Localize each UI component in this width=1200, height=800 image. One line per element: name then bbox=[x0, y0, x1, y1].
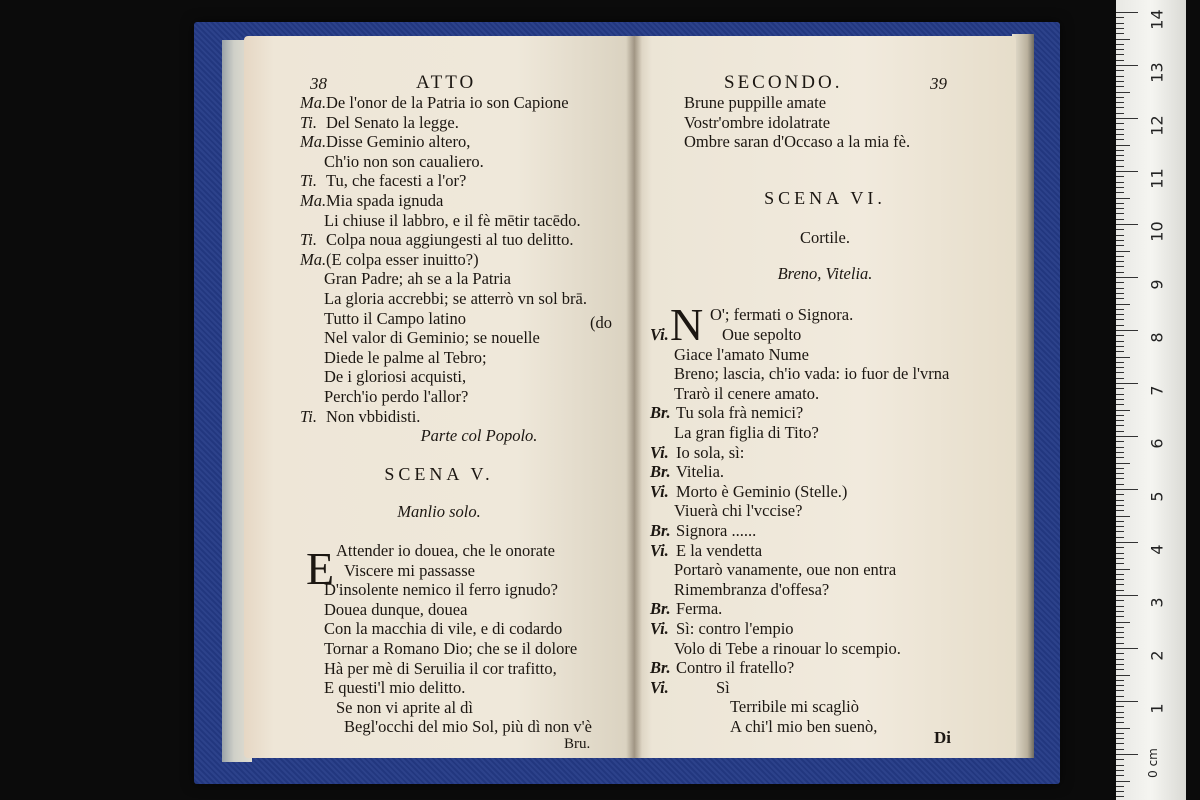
ruler-tick bbox=[1116, 325, 1124, 326]
ruler-tick bbox=[1116, 182, 1124, 183]
speaker-label: Vi. bbox=[650, 325, 669, 344]
ruler-tick bbox=[1116, 44, 1124, 45]
ruler-tick bbox=[1116, 288, 1124, 289]
ruler-tick bbox=[1116, 611, 1124, 612]
ruler-tick bbox=[1116, 86, 1124, 87]
ruler-tick bbox=[1116, 595, 1138, 596]
verse-line: Tu sola frà nemici? bbox=[676, 403, 804, 423]
ruler-tick bbox=[1116, 648, 1138, 649]
ruler-number: 1 bbox=[1147, 703, 1167, 714]
ruler-tick bbox=[1116, 712, 1124, 713]
ruler-tick bbox=[1116, 23, 1124, 24]
ruler-tick bbox=[1116, 685, 1124, 686]
scene-setting: Cortile. bbox=[800, 228, 850, 247]
ruler-tick bbox=[1116, 563, 1124, 564]
verse-line: Colpa noua aggiungesti al tuo delitto. bbox=[326, 230, 574, 250]
ruler-tick bbox=[1116, 733, 1124, 734]
ruler-tick bbox=[1116, 123, 1124, 124]
ruler-tick bbox=[1116, 28, 1124, 29]
ruler-number: 13 bbox=[1147, 62, 1167, 83]
verse-line: Vostr'ombre idolatrate bbox=[684, 112, 831, 132]
verse-line: A chi'l mio ben suenò, bbox=[730, 717, 878, 736]
ruler-tick bbox=[1116, 155, 1124, 156]
verse-line: Tutto il Campo latino bbox=[324, 308, 466, 328]
ruler-tick bbox=[1116, 219, 1124, 220]
verse-line: Rimembranza d'offesa? bbox=[674, 579, 830, 599]
ruler-tick bbox=[1116, 129, 1124, 130]
scene-characters: Manlio solo. bbox=[397, 502, 481, 521]
ruler-number: 2 bbox=[1147, 650, 1167, 661]
verse-line: Disse Geminio altero, bbox=[326, 132, 471, 152]
ruler-tick bbox=[1116, 150, 1124, 151]
ruler-tick bbox=[1116, 92, 1130, 93]
ruler-tick bbox=[1116, 208, 1124, 209]
verse-line: Attender io douea, che le onorate bbox=[336, 541, 555, 560]
verse-line: Viscere mi passasse bbox=[344, 560, 475, 580]
ruler-tick bbox=[1116, 420, 1124, 421]
ruler-number: 9 bbox=[1147, 279, 1167, 290]
ruler-tick bbox=[1116, 277, 1138, 278]
ruler-tick bbox=[1116, 139, 1124, 140]
verse-line: Sì: contro l'empio bbox=[676, 619, 794, 638]
ruler-tick bbox=[1116, 484, 1124, 485]
verse-line: Mia spada ignuda bbox=[326, 191, 444, 210]
ruler-tick bbox=[1116, 791, 1124, 792]
ruler-tick bbox=[1116, 102, 1124, 103]
ruler-tick bbox=[1116, 521, 1124, 522]
ruler-tick bbox=[1116, 770, 1124, 771]
verse-line: Gran Padre; ah se a la Patria bbox=[324, 269, 511, 289]
verse-line: Douea dunque, douea bbox=[324, 599, 468, 619]
speaker-label: Ti. bbox=[300, 406, 317, 426]
catchword: Di bbox=[934, 728, 951, 747]
page-number: 38 bbox=[310, 74, 327, 93]
ruler-tick bbox=[1116, 590, 1124, 591]
ruler-number: 4 bbox=[1147, 544, 1167, 555]
drop-cap: E bbox=[306, 543, 335, 594]
verse-line: E la vendetta bbox=[676, 540, 763, 560]
ruler-tick bbox=[1116, 600, 1124, 601]
ruler-tick bbox=[1116, 235, 1124, 236]
ruler-tick bbox=[1116, 463, 1130, 464]
ruler-tick bbox=[1116, 659, 1124, 660]
scene-title: SCENA VI. bbox=[764, 188, 886, 208]
ruler-tick bbox=[1116, 304, 1130, 305]
ruler-tick bbox=[1116, 584, 1124, 585]
ruler-tick bbox=[1116, 410, 1130, 411]
ruler-tick bbox=[1116, 728, 1130, 729]
verse-line: Vitelia. bbox=[676, 462, 725, 482]
running-head: SECONDO. bbox=[724, 72, 843, 93]
ruler-tick bbox=[1116, 574, 1124, 575]
ruler-tick bbox=[1116, 606, 1124, 607]
ruler-tick bbox=[1116, 478, 1124, 479]
ruler-tick bbox=[1116, 669, 1124, 670]
ruler-tick bbox=[1116, 510, 1124, 511]
ruler-tick bbox=[1116, 192, 1124, 193]
ruler-tick bbox=[1116, 81, 1124, 82]
verse-line: (E colpa esser inuitto?) bbox=[326, 249, 479, 269]
speaker-label: Br. bbox=[650, 403, 671, 423]
ruler-tick bbox=[1116, 372, 1124, 373]
ruler-tick bbox=[1116, 643, 1124, 644]
ruler-tick bbox=[1116, 404, 1124, 405]
ruler-tick bbox=[1116, 526, 1124, 527]
ruler-number: 7 bbox=[1147, 385, 1167, 396]
ruler-tick bbox=[1116, 468, 1124, 469]
ruler-number: 3 bbox=[1147, 597, 1167, 608]
ruler-tick bbox=[1116, 436, 1138, 437]
speaker-label: Ma. bbox=[300, 132, 327, 152]
ruler-tick bbox=[1116, 351, 1124, 352]
scene-title: SCENA V. bbox=[384, 464, 494, 484]
verse-line: Breno; lascia, ch'io vada: io fuor de l'vrna bbox=[674, 364, 950, 384]
ruler-tick bbox=[1116, 680, 1124, 681]
ruler-number: 12 bbox=[1147, 115, 1167, 136]
ruler-tick bbox=[1116, 616, 1124, 617]
ruler-tick bbox=[1116, 505, 1124, 506]
ruler-tick bbox=[1116, 187, 1124, 188]
ruler-tick bbox=[1116, 134, 1124, 135]
ruler-tick bbox=[1116, 754, 1138, 755]
ruler-tick bbox=[1116, 388, 1124, 389]
drop-cap: N bbox=[670, 299, 704, 350]
verse-line: De i gloriosi acquisti, bbox=[324, 367, 467, 387]
ruler-tick bbox=[1116, 70, 1124, 71]
speaker-label: Ti. bbox=[300, 112, 317, 132]
ruler-number: 6 bbox=[1147, 438, 1167, 449]
ruler-tick bbox=[1116, 293, 1124, 294]
verse-line: Del Senato la legge. bbox=[326, 112, 459, 132]
ruler-tick bbox=[1116, 256, 1124, 257]
measuring-ruler bbox=[1116, 0, 1186, 800]
ruler-tick bbox=[1116, 203, 1124, 204]
ruler-tick bbox=[1116, 176, 1124, 177]
ruler-tick bbox=[1116, 579, 1124, 580]
ruler-tick bbox=[1116, 775, 1124, 776]
ruler-tick bbox=[1116, 500, 1124, 501]
ruler-tick bbox=[1116, 786, 1124, 787]
ruler-tick bbox=[1116, 383, 1138, 384]
ruler-tick bbox=[1116, 367, 1124, 368]
ruler-tick bbox=[1116, 213, 1124, 214]
ruler-tick bbox=[1116, 494, 1124, 495]
speaker-label: Vi. bbox=[650, 540, 669, 560]
first-line: O'; fermati o Signora. bbox=[710, 305, 854, 324]
ruler-tick bbox=[1116, 425, 1124, 426]
ruler-tick bbox=[1116, 65, 1138, 66]
verse-line: Con la macchia di vile, e di codardo bbox=[324, 619, 563, 639]
ruler-tick bbox=[1116, 330, 1138, 331]
speaker-label: Br. bbox=[650, 599, 671, 619]
ruler-tick bbox=[1116, 394, 1124, 395]
ruler-tick bbox=[1116, 738, 1124, 739]
speaker-label: Ti. bbox=[300, 230, 317, 250]
ruler-tick bbox=[1116, 558, 1124, 559]
right-page bbox=[634, 36, 1016, 758]
ruler-tick bbox=[1116, 229, 1124, 230]
ruler-number: 10 bbox=[1147, 221, 1167, 242]
verse-line: Sì bbox=[716, 677, 730, 697]
ruler-number: 5 bbox=[1147, 491, 1167, 502]
ruler-tick bbox=[1116, 298, 1124, 299]
ruler-tick bbox=[1116, 447, 1124, 448]
speaker-label: Vi. bbox=[650, 619, 669, 638]
ruler-tick bbox=[1116, 531, 1124, 532]
verse-line: Viuerà chi l'vccise? bbox=[674, 501, 803, 521]
ruler-tick bbox=[1116, 17, 1124, 18]
ruler-tick bbox=[1116, 12, 1138, 13]
ruler-tick bbox=[1116, 749, 1124, 750]
ruler-tick bbox=[1116, 690, 1124, 691]
ruler-tick bbox=[1116, 378, 1124, 379]
verse-line: La gloria accrebbi; se atterrò vn sol brā. bbox=[324, 289, 587, 308]
verse-line: Ferma. bbox=[676, 599, 723, 619]
verse-line: Diede le palme al Tebro; bbox=[324, 347, 487, 367]
running-head: ATTO bbox=[416, 72, 477, 93]
ruler-tick bbox=[1116, 675, 1130, 676]
verse-line: Portarò vanamente, oue non entra bbox=[674, 560, 897, 580]
stage-direction: Parte col Popolo. bbox=[420, 426, 538, 445]
verse-line: Terribile mi scagliò bbox=[730, 697, 859, 717]
ruler-tick bbox=[1116, 224, 1138, 225]
verse-line: Perch'io perdo l'allor? bbox=[324, 387, 469, 406]
verse-line: Oue sepolto bbox=[722, 325, 802, 344]
ruler-tick bbox=[1116, 113, 1124, 114]
ruler-tick bbox=[1116, 399, 1124, 400]
verse-line: Volo di Tebe a rinouar lo scempio. bbox=[674, 638, 901, 658]
verse-line: Se non vi aprite al dì bbox=[336, 697, 474, 717]
catchword: Bru. bbox=[564, 736, 591, 752]
ruler-tick bbox=[1116, 97, 1124, 98]
ruler-number: 11 bbox=[1147, 168, 1167, 189]
ruler-tick bbox=[1116, 537, 1124, 538]
ruler-tick bbox=[1116, 415, 1124, 416]
ruler-tick bbox=[1116, 722, 1124, 723]
ruler-tick bbox=[1116, 569, 1130, 570]
ruler-tick bbox=[1116, 664, 1124, 665]
verse-line: E questi'l mio delitto. bbox=[324, 678, 466, 698]
ruler-tick bbox=[1116, 251, 1130, 252]
speaker-label: Ma. bbox=[300, 249, 327, 269]
ruler-tick bbox=[1116, 547, 1124, 548]
verse-line: Li chiuse il labbro, e il fè mētir tacēdo. bbox=[324, 210, 581, 230]
verse-line: Trarò il cenere amato. bbox=[674, 383, 820, 403]
turnover-text: (do bbox=[590, 313, 612, 332]
speaker-label: Vi. bbox=[650, 677, 669, 697]
speaker-label: Br. bbox=[650, 462, 671, 482]
ruler-unit: 0 cm bbox=[1145, 748, 1160, 778]
speaker-label: Vi. bbox=[650, 442, 669, 462]
ruler-tick bbox=[1116, 54, 1124, 55]
ruler-tick bbox=[1116, 171, 1138, 172]
verse-line: D'insolente nemico il ferro ignudo? bbox=[324, 580, 558, 600]
ruler-tick bbox=[1116, 431, 1124, 432]
ruler-tick bbox=[1116, 357, 1130, 358]
ruler-tick bbox=[1116, 346, 1124, 347]
ruler-number: 8 bbox=[1147, 332, 1167, 343]
ruler-tick bbox=[1116, 166, 1124, 167]
ruler-tick bbox=[1116, 696, 1124, 697]
ruler-tick bbox=[1116, 796, 1124, 797]
verse-line: Contro il fratello? bbox=[676, 658, 795, 678]
ruler-tick bbox=[1116, 743, 1124, 744]
ruler-tick bbox=[1116, 198, 1130, 199]
ruler-tick bbox=[1116, 245, 1124, 246]
ruler-tick bbox=[1116, 653, 1124, 654]
speaker-label: Br. bbox=[650, 658, 671, 678]
ruler-tick bbox=[1116, 145, 1130, 146]
verse-line: De l'onor de la Patria io son Capione bbox=[326, 93, 569, 112]
speaker-label: Ti. bbox=[300, 171, 317, 191]
speaker-label: Br. bbox=[650, 521, 671, 540]
verse-line: Ombre saran d'Occaso a la mia fè. bbox=[684, 132, 911, 152]
ruler-tick bbox=[1116, 39, 1130, 40]
ruler-tick bbox=[1116, 759, 1124, 760]
ruler-tick bbox=[1116, 261, 1124, 262]
verse-line: La gran figlia di Tito? bbox=[674, 423, 819, 442]
verse-line: Nel valor di Geminio; se nouelle bbox=[324, 328, 540, 348]
ruler-tick bbox=[1116, 335, 1124, 336]
scene-characters: Breno, Vitelia. bbox=[777, 264, 873, 283]
ruler-tick bbox=[1116, 637, 1124, 638]
ruler-tick bbox=[1116, 76, 1124, 77]
ruler-tick bbox=[1116, 309, 1124, 310]
ruler-tick bbox=[1116, 282, 1124, 283]
verse-line: Io sola, sì: bbox=[676, 442, 745, 462]
ruler-tick bbox=[1116, 622, 1130, 623]
ruler-tick bbox=[1116, 33, 1124, 34]
ruler-tick bbox=[1116, 717, 1124, 718]
ruler-tick bbox=[1116, 489, 1138, 490]
ruler-tick bbox=[1116, 49, 1124, 50]
verse-line: Hà per mè di Seruilia il cor trafitto, bbox=[324, 658, 557, 678]
ruler-tick bbox=[1116, 706, 1124, 707]
page-number: 39 bbox=[930, 74, 947, 93]
ruler-tick bbox=[1116, 542, 1138, 543]
verse-line: Tornar a Romano Dio; che se il dolore bbox=[324, 639, 578, 658]
left-page bbox=[244, 36, 634, 758]
ruler-tick bbox=[1116, 160, 1124, 161]
ruler-tick bbox=[1116, 765, 1124, 766]
ruler-number: 14 bbox=[1147, 9, 1167, 30]
ruler-tick bbox=[1116, 701, 1138, 702]
verse-line: Signora ...... bbox=[676, 521, 757, 540]
ruler-tick bbox=[1116, 272, 1124, 273]
verse-line: Morto è Geminio (Stelle.) bbox=[676, 481, 848, 501]
ruler-tick bbox=[1116, 627, 1124, 628]
ruler-tick bbox=[1116, 781, 1130, 782]
ruler-tick bbox=[1116, 341, 1124, 342]
ruler-tick bbox=[1116, 266, 1124, 267]
verse-line: Non vbbidisti. bbox=[326, 406, 421, 426]
verse-line: Ch'io non son caualiero. bbox=[324, 151, 484, 171]
ruler-tick bbox=[1116, 473, 1124, 474]
speaker-label: Vi. bbox=[650, 481, 669, 501]
ruler-tick bbox=[1116, 319, 1124, 320]
ruler-tick bbox=[1116, 362, 1124, 363]
verse-line: Tu, che facesti a l'or? bbox=[326, 171, 467, 191]
ruler-tick bbox=[1116, 553, 1124, 554]
ruler-tick bbox=[1116, 516, 1130, 517]
ruler-tick bbox=[1116, 118, 1138, 119]
speaker-label: Ma. bbox=[300, 191, 327, 210]
ruler-tick bbox=[1116, 60, 1124, 61]
ruler-tick bbox=[1116, 452, 1124, 453]
ruler-tick bbox=[1116, 441, 1124, 442]
verse-line: Begl'occhi del mio Sol, più dì non v'è bbox=[344, 717, 592, 737]
ruler-tick bbox=[1116, 314, 1124, 315]
ruler-tick bbox=[1116, 632, 1124, 633]
verse-line: Brune puppille amate bbox=[684, 93, 827, 112]
verse-line: Giace l'amato Nume bbox=[674, 344, 809, 364]
ruler-tick bbox=[1116, 457, 1124, 458]
ruler-tick bbox=[1116, 240, 1124, 241]
ruler-tick bbox=[1116, 107, 1124, 108]
speaker-label: Ma. bbox=[300, 93, 327, 112]
